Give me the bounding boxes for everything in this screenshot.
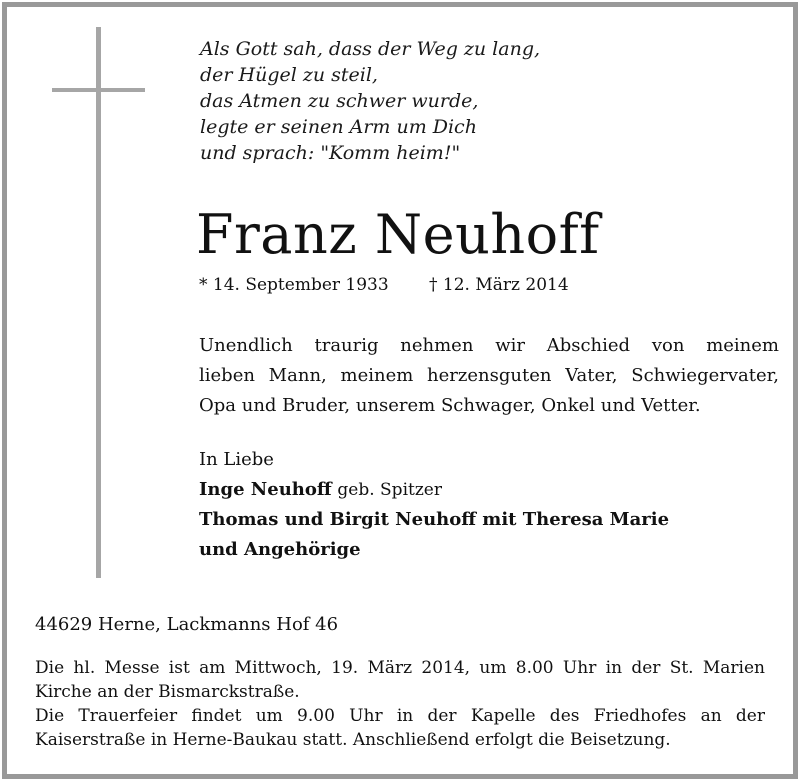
service-line: Die Trauerfeier findet um 9.00 Uhr in der Kapelle des Friedhofes an der <box>35 706 765 726</box>
life-dates <box>199 274 569 296</box>
cross-icon-horizontal-bar <box>52 88 145 92</box>
mourner-name: Thomas und Birgit Neuhoff mit Theresa Marie <box>199 509 670 530</box>
message-line: Unendlich traurig nehmen wir Abschied von meinem <box>199 335 779 356</box>
message-line: Opa und Bruder, unserem Schwager, Onkel und Vetter. <box>199 395 701 416</box>
family-address: 44629 Herne, Lackmanns Hof 46 <box>35 614 339 635</box>
service-line: Kirche an der Bismarckstraße. <box>35 682 300 702</box>
mourner-note: geb. Spitzer <box>337 480 442 500</box>
farewell-message <box>199 331 779 421</box>
service-line: Kaiserstraße in Herne-Baukau statt. Anschließend erfolgt die Beisetzung. <box>35 730 671 750</box>
poem-line: Als Gott sah, dass der Weg zu lang, <box>200 38 541 60</box>
poem-line: der Hügel zu steil, <box>200 64 378 86</box>
mourner-row <box>199 535 669 565</box>
service-details <box>35 656 765 752</box>
death-date: † 12. März 2014 <box>429 275 569 295</box>
message-line: lieben Mann, meinem herzensguten Vater, Schwiegervater, <box>199 365 779 386</box>
mourner-name: Inge Neuhoff <box>199 479 332 500</box>
mourner-row <box>199 475 669 505</box>
poem-line: und sprach: "Komm heim!" <box>200 142 461 164</box>
poem-line: das Atmen zu schwer wurde, <box>200 90 479 112</box>
signoff-intro: In Liebe <box>199 449 274 470</box>
mourner-row <box>199 505 669 535</box>
poem-line: legte er seinen Arm um Dich <box>200 116 477 138</box>
mourner-name: und Angehörige <box>199 539 361 560</box>
cross-icon-vertical-bar <box>96 27 101 578</box>
service-line: Die hl. Messe ist am Mittwoch, 19. März 2014, um 8.00 Uhr in der St. Marien <box>35 658 765 678</box>
signoff <box>199 445 669 565</box>
birth-date: * 14. September 1933 <box>199 275 389 295</box>
poem <box>200 36 540 166</box>
deceased-name: Franz Neuhoff <box>196 203 600 266</box>
